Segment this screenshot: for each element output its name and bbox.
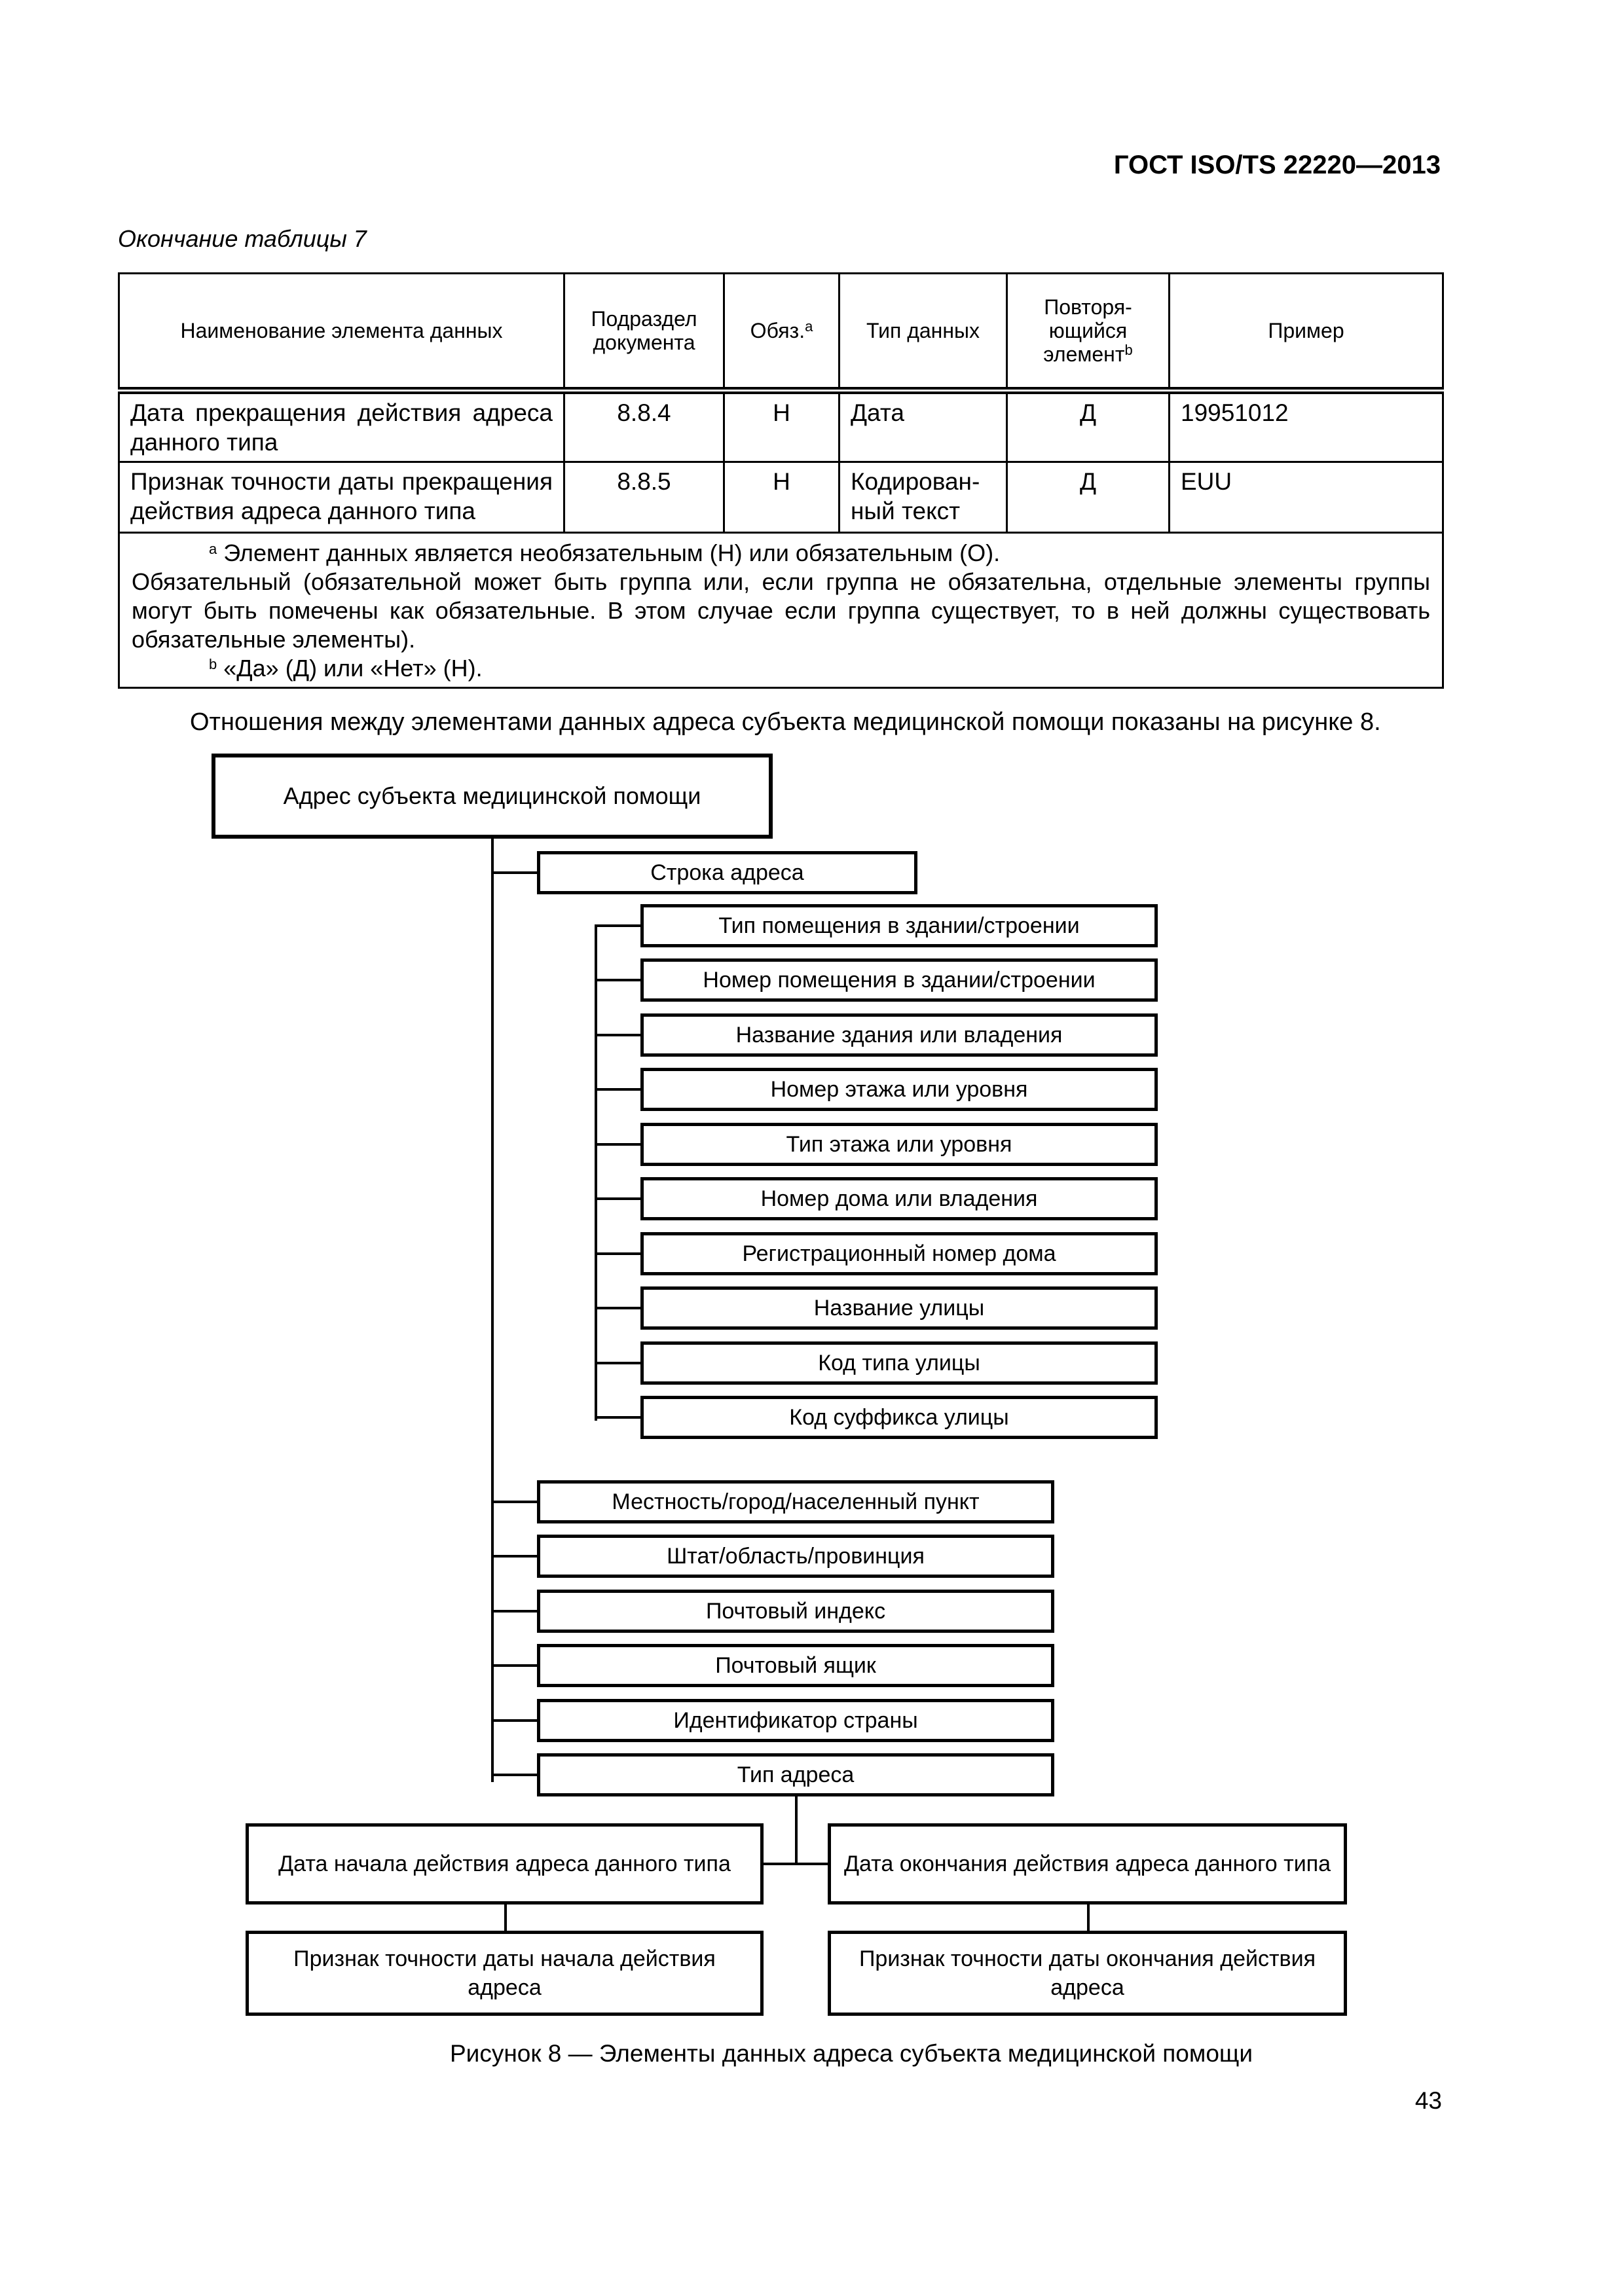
intro-paragraph: Отношения между элементами данных адреса субъекта медицинской помощи показаны на рисунке 8. <box>190 708 1381 736</box>
connector-root-child-2 <box>491 1555 538 1558</box>
node-end-date: Дата окончания действия адреса данного типа <box>828 1823 1347 1904</box>
cell-obligation: Н <box>724 391 840 462</box>
node-root-child: Почтовый ящик <box>537 1644 1054 1687</box>
cell-obligation: Н <box>724 462 840 533</box>
header-repeating-footnote-mark: b <box>1124 342 1133 358</box>
node-root-child: Почтовый индекс <box>537 1590 1054 1633</box>
cell-example: 19951012 <box>1170 391 1443 462</box>
connector-start-to-accuracy <box>504 1903 507 1932</box>
connector-root-trunk <box>491 837 494 1782</box>
node-address-line-child: Название улицы <box>640 1286 1158 1330</box>
node-address-line-child: Код типа улицы <box>640 1341 1158 1385</box>
connector-root-child-5 <box>491 1719 538 1722</box>
footnote-a-continuation: Обязательный (обязательной может быть группа или, если группа не обязательна, отдельные элементы группы могут быть помечены как обязательные. В этом случае если группа существует, то в ней должны существовать обязательные элементы). <box>132 568 1430 653</box>
node-address-line-child: Тип помещения в здании/строении <box>640 904 1158 947</box>
node-address-type: Тип адреса <box>537 1753 1054 1796</box>
cell-section: 8.8.4 <box>564 391 724 462</box>
header-document-section: Подраздел документа <box>564 274 724 391</box>
node-address-line-child: Название здания или владения <box>640 1013 1158 1057</box>
connector-child-2 <box>595 979 642 981</box>
cell-element-name: Признак точности даты прекращения действия адреса данного типа <box>119 462 564 533</box>
node-start-date: Дата начала действия адреса данного типа <box>246 1823 764 1904</box>
connector-root-child-3 <box>491 1610 538 1613</box>
connector-root-child-1 <box>491 1501 538 1503</box>
connector-root-to-address-line <box>491 871 538 874</box>
connector-address-type-down <box>795 1794 798 1865</box>
node-address-line-child: Тип этажа или уровня <box>640 1123 1158 1166</box>
header-obligation-footnote-mark: a <box>805 318 813 335</box>
connector-child-7 <box>595 1252 642 1255</box>
cell-element-name: Дата прекращения действия адреса данного типа <box>119 391 564 462</box>
connector-child-9 <box>595 1362 642 1364</box>
header-example: Пример <box>1170 274 1443 391</box>
connector-end-to-accuracy <box>1087 1903 1090 1932</box>
cell-data-type: Кодирован-ный текст <box>840 462 1007 533</box>
node-root-child: Штат/область/провинция <box>537 1535 1054 1578</box>
connector-child-10 <box>595 1416 642 1419</box>
connector-child-4 <box>595 1088 642 1091</box>
connector-child-6 <box>595 1197 642 1200</box>
header-obligation-label: Обяз. <box>750 319 805 342</box>
node-address-line: Строка адреса <box>537 851 917 894</box>
footnote-a-text: Элемент данных является необязательным (Н) или обязательным (О). <box>217 539 1001 566</box>
document-header: ГОСТ ISO/TS 22220—2013 <box>1113 151 1441 179</box>
cell-data-type: Дата <box>840 391 1007 462</box>
connector-child-8 <box>595 1307 642 1309</box>
connector-child-5 <box>595 1143 642 1146</box>
root-node-care-subject-address: Адрес субъекта медицинской помощи <box>212 754 773 839</box>
table-caption: Окончание таблицы 7 <box>118 225 367 252</box>
node-address-line-child: Номер помещения в здании/строении <box>640 958 1158 1002</box>
cell-repeating: Д <box>1007 391 1170 462</box>
node-address-line-child: Регистрационный номер дома <box>640 1232 1158 1275</box>
node-address-line-child: Номер дома или владения <box>640 1177 1158 1220</box>
header-element-name: Наименование элемента данных <box>119 274 564 391</box>
header-data-type: Тип данных <box>840 274 1007 391</box>
node-end-accuracy: Признак точности даты окончания действия адреса <box>828 1931 1347 2016</box>
node-root-child: Идентификатор страны <box>537 1699 1054 1742</box>
node-address-line-child: Код суффикса улицы <box>640 1396 1158 1439</box>
connector-date-branch <box>761 1863 830 1865</box>
connector-child-1 <box>595 924 642 927</box>
connector-root-child-6 <box>491 1774 538 1776</box>
connector-root-child-4 <box>491 1664 538 1667</box>
footnote-b-mark: b <box>209 656 217 672</box>
connector-address-line-trunk <box>595 924 597 1421</box>
cell-repeating: Д <box>1007 462 1170 533</box>
footnote-b-text: «Да» (Д) или «Нет» (Н). <box>217 655 483 682</box>
node-address-line-child: Номер этажа или уровня <box>640 1068 1158 1111</box>
header-repeating-label: Повторя-ющийся элемент <box>1043 295 1132 366</box>
node-start-accuracy: Признак точности даты начала действия адреса <box>246 1931 764 2016</box>
footnote-a-mark: a <box>209 541 217 557</box>
page-number: 43 <box>1414 2087 1442 2114</box>
cell-section: 8.8.5 <box>564 462 724 533</box>
cell-example: EUU <box>1170 462 1443 533</box>
figure-caption: Рисунок 8 — Элементы данных адреса субъекта медицинской помощи <box>449 2040 1253 2067</box>
node-root-child: Местность/город/населенный пункт <box>537 1480 1054 1523</box>
connector-child-3 <box>595 1034 642 1036</box>
